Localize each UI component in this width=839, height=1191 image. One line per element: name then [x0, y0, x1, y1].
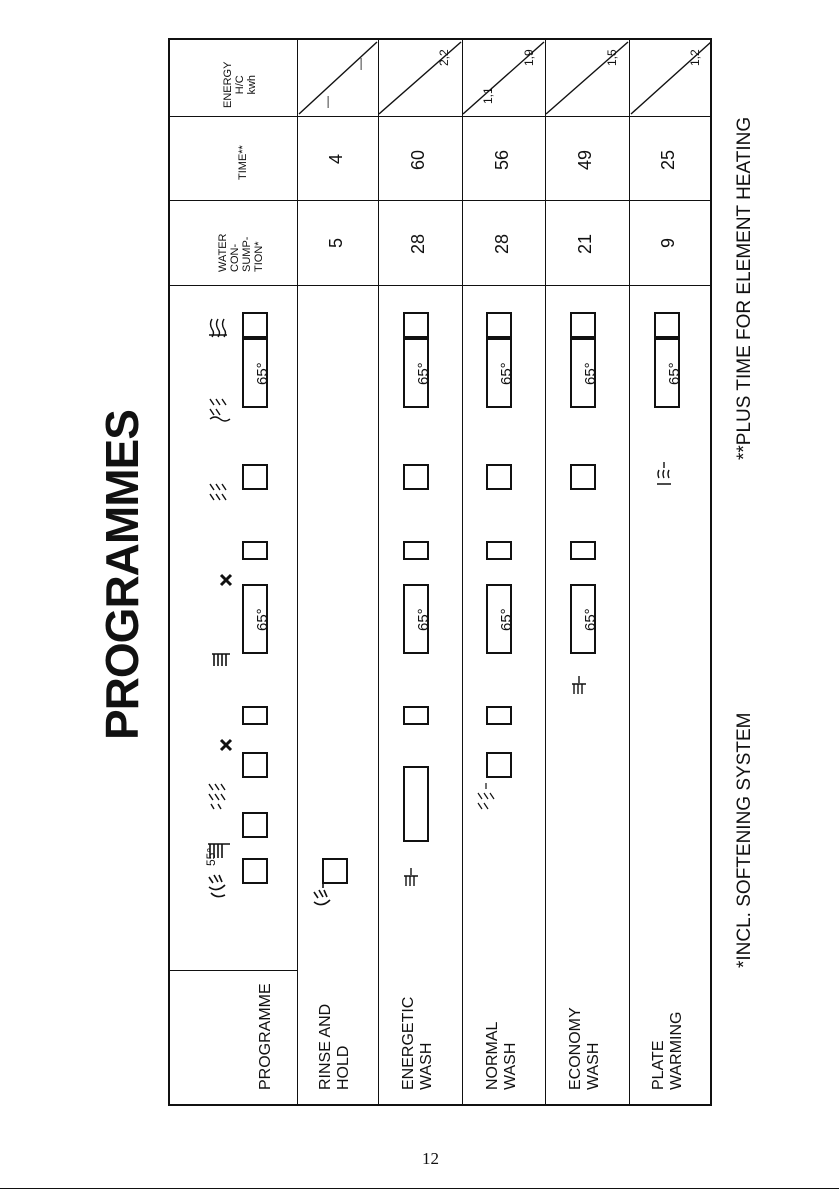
- energy-hot-value: —: [320, 96, 334, 108]
- row-name-economy: ECONOMY WASH: [567, 1007, 602, 1090]
- dry-x-icon: [219, 738, 233, 752]
- row-name-plate: PLATE WARMING: [650, 1011, 685, 1090]
- time-value: 60: [408, 149, 428, 170]
- option-box: [242, 752, 268, 778]
- programme-table: [168, 38, 712, 1106]
- temp-box: 65°: [242, 584, 268, 654]
- water-value: 21: [575, 233, 595, 254]
- page-number: 12: [422, 1149, 439, 1168]
- energy-cold-value: —: [353, 58, 367, 70]
- time-value: 25: [658, 149, 678, 170]
- option-box: [242, 858, 268, 884]
- option-box: [486, 312, 512, 338]
- row-name-normal: NORMAL WASH: [484, 1021, 519, 1090]
- water-value: 5: [326, 237, 346, 248]
- temp-box: 65°: [486, 338, 512, 408]
- water-value: 28: [408, 233, 428, 254]
- option-box: [242, 464, 268, 490]
- option-box: [570, 464, 596, 490]
- row-name-rinse: RINSE AND HOLD: [317, 1003, 352, 1090]
- energy-cold-value: 1,2: [688, 49, 702, 66]
- temp-box: 65°: [486, 584, 512, 654]
- energy-hot-value: 1,1: [481, 87, 495, 104]
- water-value: 28: [492, 233, 512, 254]
- header-water: WATER CON- SUMP- TION*: [217, 233, 265, 272]
- column-divider: [170, 200, 710, 201]
- header-time: TIME**: [237, 145, 249, 180]
- temp-box: 65°: [403, 338, 429, 408]
- option-box: [403, 706, 429, 725]
- option-box: [242, 541, 268, 560]
- header-energy: ENERGY H/C kwh: [222, 61, 258, 108]
- option-box: [486, 706, 512, 725]
- option-box: [242, 706, 268, 725]
- option-box: [403, 312, 429, 338]
- energy-cold-value: 1,9: [522, 49, 536, 66]
- prewash-icon: [402, 866, 420, 890]
- column-divider: [170, 285, 710, 286]
- option-box: [486, 752, 512, 778]
- option-box: [570, 312, 596, 338]
- option-box: [486, 541, 512, 560]
- heat-dry-icon: [654, 460, 674, 490]
- option-box: [242, 312, 268, 338]
- time-value: 49: [575, 149, 595, 170]
- column-divider: [170, 970, 297, 971]
- time-value: 4: [326, 153, 346, 164]
- prewash-temp-label: 55°: [204, 847, 218, 866]
- temp-box: 65°: [403, 584, 429, 654]
- bottom-rule: [0, 1188, 839, 1189]
- footnote-heating: **PLUS TIME FOR ELEMENT HEATING: [734, 116, 755, 460]
- footnote-softening: *INCL. SOFTENING SYSTEM: [734, 712, 755, 968]
- option-box: [242, 812, 268, 838]
- option-box: [570, 541, 596, 560]
- temp-box: 65°: [654, 338, 680, 408]
- temp-box: 65°: [570, 338, 596, 408]
- drain-icon: [205, 780, 231, 812]
- option-box: [403, 766, 429, 842]
- page-title: PROGRAMMES: [96, 410, 148, 740]
- energy-diagonals: [297, 40, 629, 116]
- dry-x-icon: [219, 573, 233, 587]
- spray-icon: [310, 880, 336, 914]
- hot-rinse-icon: [206, 395, 232, 431]
- drain-icon: [474, 781, 498, 817]
- water-value: 9: [658, 237, 678, 248]
- temp-box: 65°: [242, 338, 268, 408]
- time-value: 56: [492, 149, 512, 170]
- row-name-energetic: ENERGETIC WASH: [400, 996, 435, 1090]
- temp-box: 65°: [570, 584, 596, 654]
- column-divider: [170, 116, 710, 117]
- header-programme: PROGRAMME: [257, 983, 274, 1090]
- heat-dry-icon: [206, 315, 230, 341]
- rinse-icon: [206, 480, 230, 510]
- energy-cold-value: 1,5: [605, 49, 619, 66]
- energy-cold-value: 2,2: [437, 49, 451, 66]
- main-wash-3-icon: [570, 674, 588, 698]
- option-box: [486, 464, 512, 490]
- option-box: [654, 312, 680, 338]
- option-box: [403, 541, 429, 560]
- spray-icon: [205, 873, 229, 903]
- option-box: [322, 858, 348, 884]
- option-box: [403, 464, 429, 490]
- main-wash-3-icon: [210, 650, 232, 674]
